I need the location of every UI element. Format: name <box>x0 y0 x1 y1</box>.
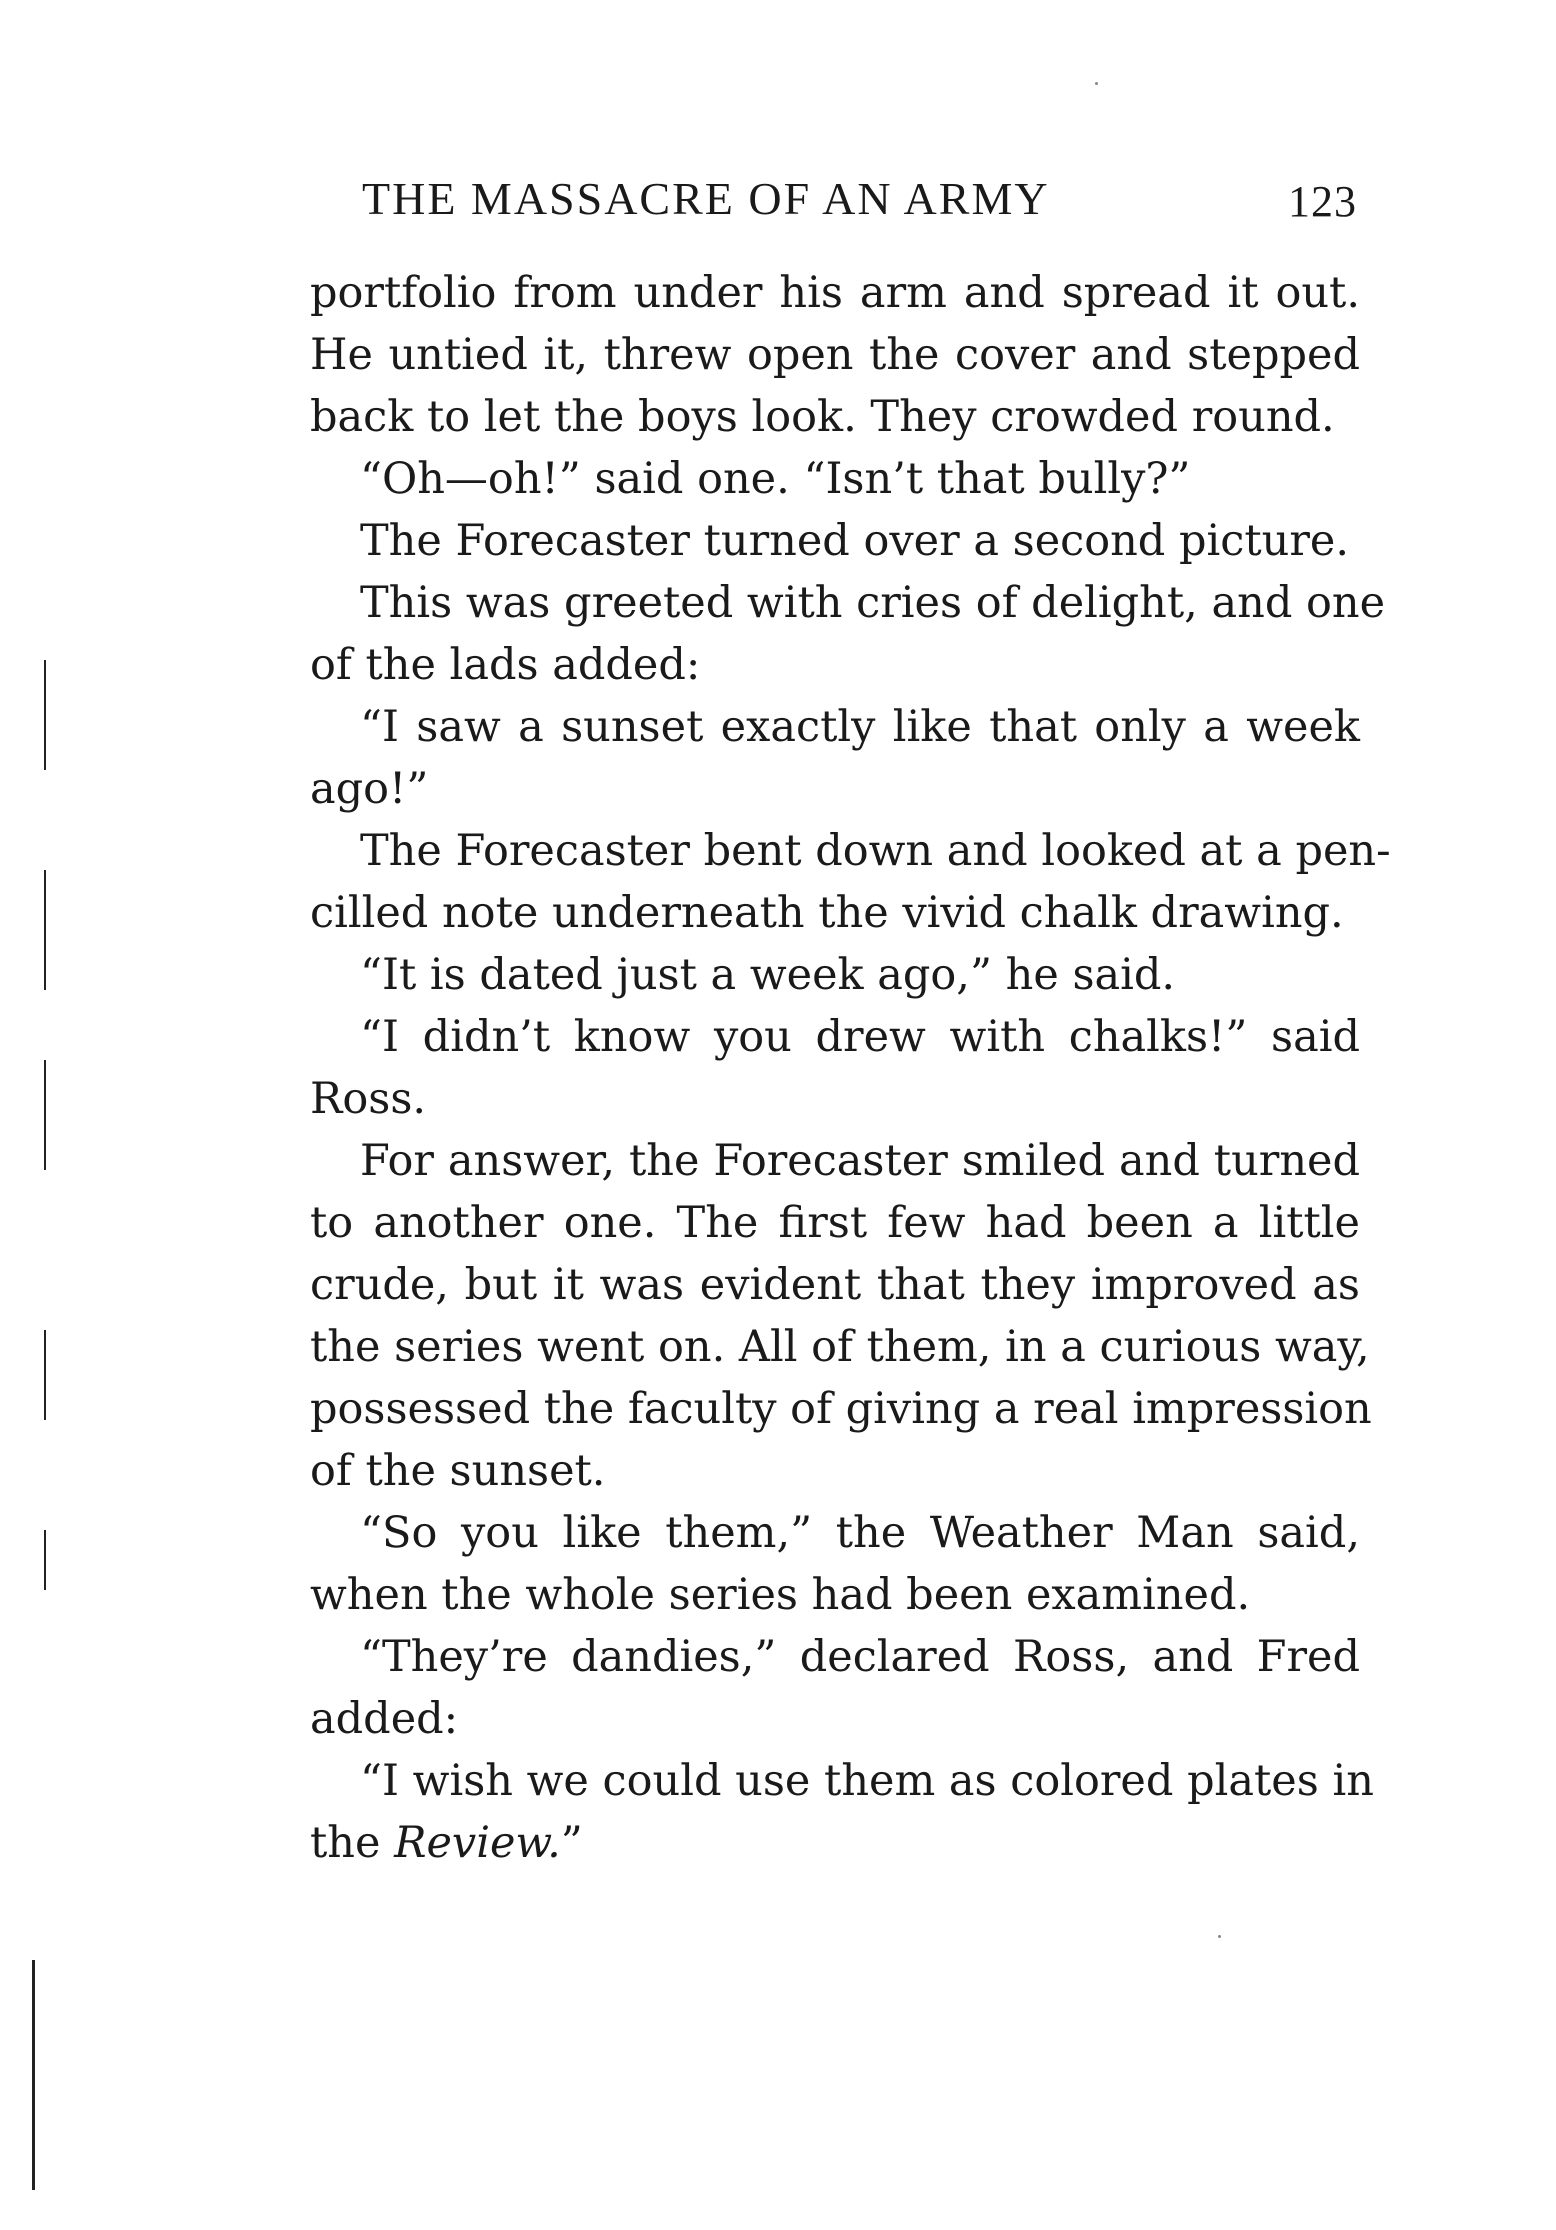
text-line: when the whole series had been examined. <box>310 1570 1251 1620</box>
text-line: of the sunset. <box>310 1446 606 1496</box>
text-line: “It is dated just a week ago,” he said. <box>360 950 1176 1000</box>
text-line: crude, but it was evident that they improved as <box>310 1260 1360 1310</box>
text-line: added: <box>310 1694 459 1744</box>
scan-edge-mark <box>44 870 46 990</box>
text-line: portfolio from under his arm and spread it out. <box>310 268 1360 318</box>
text-line: back to let the boys look. They crowded round. <box>310 392 1335 442</box>
dust-speck <box>1095 82 1098 85</box>
final-line-italic: Review. <box>394 1818 561 1868</box>
page-number: 123 <box>1288 177 1357 226</box>
scan-edge-mark <box>32 1960 35 2190</box>
text-line: “They’re dandies,” declared Ross, and Fred <box>360 1632 1360 1682</box>
final-line-suffix: ” <box>560 1818 583 1868</box>
text-line: “I didn’t know you drew with chalks!” said <box>360 1012 1360 1062</box>
text-line: Ross. <box>310 1074 427 1124</box>
dust-speck <box>1218 1935 1221 1938</box>
text-line: possessed the faculty of giving a real impression <box>310 1384 1372 1434</box>
text-line: of the lads added: <box>310 640 701 690</box>
text-line: “So you like them,” the Weather Man said, <box>360 1508 1360 1558</box>
page-header <box>362 172 1362 232</box>
text-line: This was greeted with cries of delight, and one <box>360 578 1386 628</box>
text-line-final <box>310 1812 1360 1874</box>
scan-edge-mark <box>44 1330 46 1420</box>
text-line: the series went on. All of them, in a curious way, <box>310 1322 1370 1372</box>
text-line: He untied it, threw open the cover and stepped <box>310 330 1360 380</box>
text-line: “Oh—oh!” said one. “Isn’t that bully?” <box>360 454 1191 504</box>
text-line: “I wish we could use them as colored plates in <box>360 1756 1374 1806</box>
text-line: “I saw a sunset exactly like that only a week <box>360 702 1360 752</box>
text-line: to another one. The first few had been a little <box>310 1198 1360 1248</box>
scan-edge-mark <box>44 1530 46 1590</box>
scan-edge-mark <box>44 660 46 770</box>
text-line: cilled note underneath the vivid chalk drawing. <box>310 888 1344 938</box>
text-line: For answer, the Forecaster smiled and turned <box>360 1136 1360 1186</box>
final-line-prefix: the <box>310 1818 395 1868</box>
scan-edge-mark <box>44 1060 46 1170</box>
body-text <box>310 262 1391 1874</box>
running-title: THE MASSACRE OF AN ARMY <box>362 173 1050 224</box>
text-line: The Forecaster bent down and looked at a pen- <box>360 826 1391 876</box>
text-line: The Forecaster turned over a second picture. <box>360 516 1349 566</box>
text-line: ago!” <box>310 764 429 814</box>
